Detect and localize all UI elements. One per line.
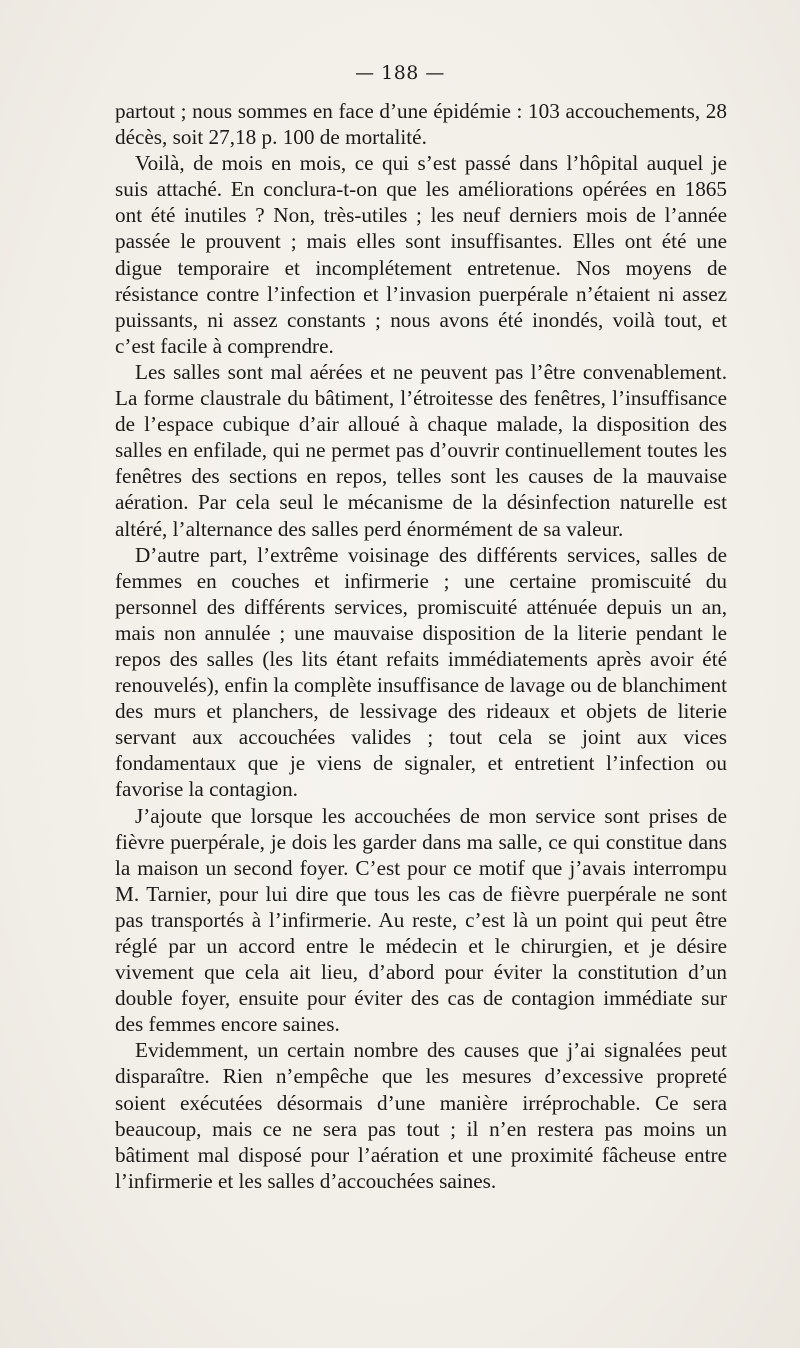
paragraph-1: partout ; nous sommes en face d’une épidémie : 103 accouchements, 28 décès, soit 27,18 p. 100 de mortalité. [115,99,727,150]
paragraph-2: Voilà, de mois en mois, ce qui s’est passé dans l’hôpital auquel je suis attaché. En conclura-t-on que les améliorations opérées en 1865 ont été inutiles ? Non, très-utiles ; les neuf derniers mois de l’année passée le prouvent ; mais elles sont insuffisantes. Elles ont été une digue temporaire et incomplétement entretenue. Nos moyens de résistance contre l’infection et l’invasion puerpérale n’étaient ni assez puissants, ni assez constants ; nous avons été inondés, voilà tout, et c’est facile à comprendre. [115,151,727,358]
paragraph-4: D’autre part, l’extrême voisinage des différents services, salles de femmes en couches et infirmerie ; une certaine promiscuité du personnel des différents services, promiscuité atténuée depuis un an, mais non annulée ; une mauvaise disposition de la literie pendant le repos des salles (les lits étant refaits immédiatements après avoir été renouvelés), enfin la complète insuffisance de lavage ou de blanchiment des murs et planchers, de lessivage des rideaux et objets de literie servant aux accouchées valides ; tout cela se joint aux vices fondamentaux que je viens de signaler, et entretient l’infection ou favorise la contagion. [115,542,727,802]
paragraph-3: Les salles sont mal aérées et ne peuvent pas l’être convenablement. La forme claustrale du bâtiment, l’étroitesse des fenêtres, l’insuffisance de l’espace cubique d’air alloué à chaque malade, la disposition des salles en enfilade, qui ne permet pas d’ouvrir continuellement toutes les fenêtres des sections en repos, telles sont les causes de la mauvaise aération. Par cela seul le mécanisme de la désinfection naturelle est altéré, l’alternance des salles perd énormément de sa valeur. [115,359,727,541]
page-number: — 188 — [355,62,445,84]
body-text [115,98,727,1194]
paragraph-6: Evidemment, un certain nombre des causes que j’ai signalées peut disparaître. Rien n’empêche que les mesures d’excessive propreté soient exécutées désormais d’une manière irréprochable. Ce sera beaucoup, mais ce ne sera pas tout ; il n’en restera pas moins un bâtiment mal disposé pour l’aération et une proximité fâcheuse entre l’infirmerie et les salles d’accouchées saines. [115,1038,727,1193]
paragraph-5: J’ajoute que lorsque les accouchées de mon service sont prises de fièvre puerpérale, je dois les garder dans ma salle, ce qui constitue dans la maison un second foyer. C’est pour ce motif que j’avais interrompu M. Tarnier, pour lui dire que tous les cas de fièvre puerpérale ne sont pas transportés à l’infirmerie. Au reste, c’est là un point qui peut être réglé par un accord entre le médecin et le chirurgien, et je désire vivement que cela ait lieu, d’abord pour éviter la constitution d’un double foyer, ensuite pour éviter des cas de contagion immédiate sur des femmes encore saines. [115,803,727,1037]
